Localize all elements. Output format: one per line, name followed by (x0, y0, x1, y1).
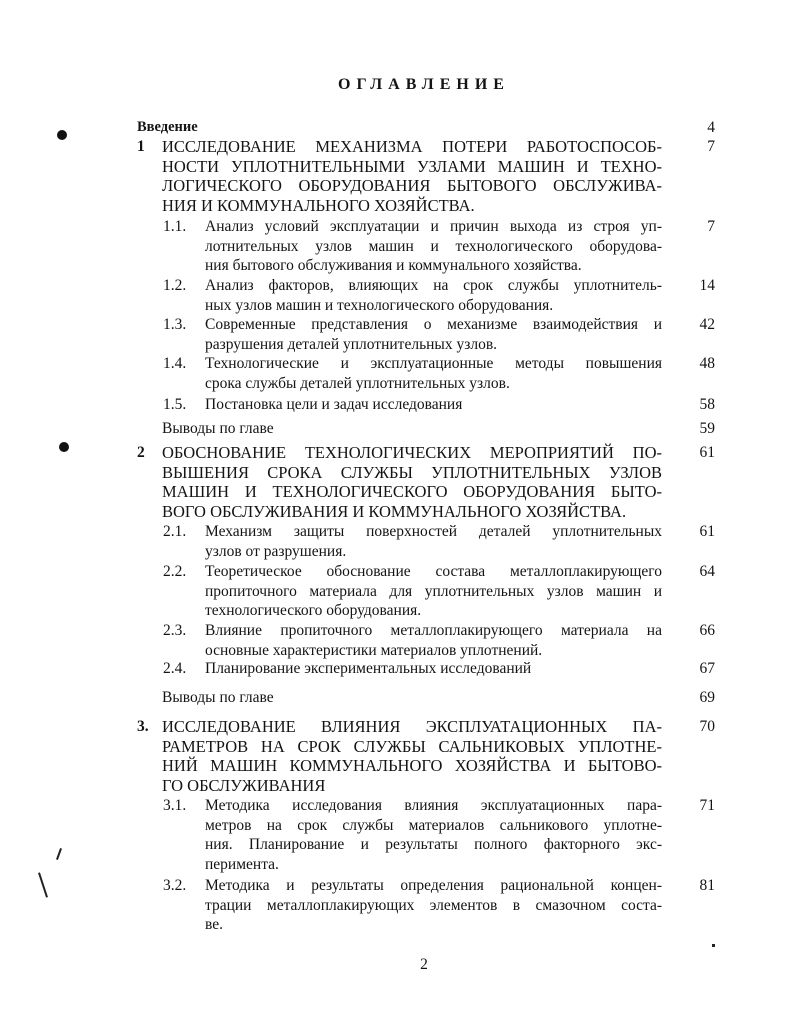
entry-number: 2 (137, 444, 145, 461)
entry-page: 58 (699, 396, 715, 413)
entry-title-line: Влияние пропиточного металлоплакирующего материала на (205, 622, 662, 639)
entry-title (205, 217, 662, 276)
entry-title-line: ВЫШЕНИЯ СРОКА СЛУЖБЫ УПЛОТНИТЕЛЬНЫХ УЗЛОВ (162, 462, 662, 482)
entry-page: 4 (707, 119, 715, 136)
entry-page: 48 (699, 355, 715, 372)
entry-title-line: Выводы по главе (162, 420, 274, 437)
entry-title (162, 419, 662, 439)
entry-title-line: Методика и результаты определения рациональной концен- (205, 877, 662, 894)
entry-page: 81 (699, 877, 715, 894)
entry-page: 69 (699, 689, 715, 706)
entry-title-line: Введение (137, 119, 198, 135)
entry-title-line: НИЙ МАШИН КОММУНАЛЬНОГО ХОЗЯЙСТВА И БЫТОВО- (162, 756, 662, 776)
entry-title-line: РАМЕТРОВ НА СРОК СЛУЖБЫ САЛЬНИКОВЫХ УПЛОТНЕ- (162, 736, 662, 756)
entry-title-line: ВОГО ОБСЛУЖИВАНИЯ И КОММУНАЛЬНОГО ХОЗЯЙСТВА. (162, 502, 627, 522)
entry-title (205, 659, 662, 679)
entry-title (205, 562, 662, 621)
entry-number: 2.1. (163, 523, 187, 540)
entry-title-line: Постановка цели и задач исследования (205, 396, 463, 413)
entry-number: 1.5. (163, 396, 187, 413)
entry-number: 2.4. (163, 660, 187, 677)
entry-page: 70 (699, 718, 715, 735)
entry-title-line: технологического оборудования. (205, 602, 422, 620)
entry-page: 67 (699, 660, 715, 677)
entry-number: 3.2. (163, 877, 187, 894)
entry-page: 66 (699, 622, 715, 639)
entry-title (162, 717, 662, 796)
entry-title-line: ГО ОБСЛУЖИВАНИЯ (162, 776, 326, 796)
entry-number: 3. (137, 718, 149, 735)
toc-title: ОГЛАВЛЕНИЕ (338, 76, 510, 93)
entry-title-line: Планирование экспериментальных исследований (205, 660, 532, 677)
entry-page: 7 (707, 138, 715, 155)
scan-mark (712, 944, 715, 947)
entry-title (205, 796, 662, 875)
entry-number: 1.3. (163, 316, 187, 333)
entry-title-line: Механизм защиты поверхностей деталей уплотнительных (205, 523, 662, 540)
entry-title-line: ных узлов машин и технологического оборудования. (205, 296, 554, 314)
entry-title (205, 621, 662, 660)
entry-title-line: ЛОГИЧЕСКОГО ОБОРУДОВАНИЯ БЫТОВОГО ОБСЛУЖИВА- (162, 176, 662, 196)
entry-title (205, 395, 662, 415)
entry-title-line: Анализ условий эксплуатации и причин выхода из строя уп- (205, 218, 662, 235)
entry-title-line: ИССЛЕДОВАНИЕ ВЛИЯНИЯ ЭКСПЛУАТАЦИОННЫХ ПА- (162, 717, 662, 736)
entry-title-line: Выводы по главе (162, 689, 274, 706)
entry-title (205, 315, 662, 354)
entry-title-line: лотнительных узлов машин и технологического оборудова- (205, 237, 662, 255)
entry-page: 61 (699, 444, 715, 461)
scan-mark (56, 848, 62, 860)
entry-number: 1.2. (163, 277, 187, 294)
entry-title-line: Современные представления о механизме взаимодействия и (205, 316, 662, 333)
entry-title-line: трации металлоплакирующих элементов в смазочном соста- (205, 896, 662, 914)
entry-page: 59 (699, 420, 715, 437)
entry-page: 14 (699, 277, 715, 294)
entry-page: 7 (707, 218, 715, 235)
entry-title-line: ния. Планирование и результаты полного факторного экс- (205, 836, 662, 854)
entry-title-line: ОБОСНОВАНИЕ ТЕХНОЛОГИЧЕСКИХ МЕРОПРИЯТИЙ ПО- (162, 443, 662, 462)
entry-number: 2.2. (163, 563, 187, 580)
scan-mark (38, 872, 48, 897)
entry-title-line: перимента. (205, 856, 279, 874)
punch-hole-mark (59, 442, 69, 452)
entry-page: 64 (699, 563, 715, 580)
entry-number: 3.1. (163, 797, 187, 814)
entry-title (162, 688, 662, 708)
entry-title (205, 276, 662, 315)
entry-page: 61 (699, 523, 715, 540)
entry-title (137, 118, 637, 138)
entry-title-line: Технологические и эксплуатационные методы повышения (205, 355, 662, 372)
entry-number: 1.1. (163, 218, 187, 235)
entry-page: 71 (699, 797, 715, 814)
entry-title-line: основные характеристики материалов уплотнений. (205, 641, 543, 659)
entry-title-line: Методика исследования влияния эксплуатационных пара- (205, 797, 662, 814)
entry-title-line: срока службы деталей уплотнительных узлов. (205, 374, 510, 392)
entry-title-line: НОСТИ УПЛОТНИТЕЛЬНЫМИ УЗЛАМИ МАШИН И ТЕХНО- (162, 156, 662, 176)
punch-hole-mark (57, 130, 67, 140)
page-number: 2 (420, 956, 428, 973)
entry-title-line: разрушения деталей уплотнительных узлов. (205, 335, 498, 353)
entry-title-line: ИССЛЕДОВАНИЕ МЕХАНИЗМА ПОТЕРИ РАБОТОСПОСОБ- (162, 137, 662, 156)
entry-title (162, 137, 662, 216)
entry-title-line: ве. (205, 916, 223, 934)
entry-title-line: Анализ факторов, влияющих на срок службы уплотнитель- (205, 277, 662, 294)
entry-title (205, 522, 662, 561)
entry-number: 1 (137, 138, 145, 155)
entry-title-line: узлов от разрушения. (205, 542, 347, 560)
entry-page: 42 (699, 316, 715, 333)
entry-title-line: МАШИН И ТЕХНОЛОГИЧЕСКОГО ОБОРУДОВАНИЯ БЫТО- (162, 482, 662, 502)
entry-title (205, 876, 662, 935)
entry-title (205, 354, 662, 393)
entry-title (162, 443, 662, 522)
entry-title-line: пропиточного материала для уплотнительных узлов машин и (205, 582, 662, 600)
entry-title-line: метров на срок службы материалов сальникового уплотне- (205, 816, 662, 834)
entry-title-line: ния бытового обслуживания и коммунального хозяйства. (205, 257, 582, 275)
entry-number: 2.3. (163, 622, 187, 639)
entry-number: 1.4. (163, 355, 187, 372)
entry-title-line: НИЯ И КОММУНАЛЬНОГО ХОЗЯЙСТВА. (162, 196, 475, 216)
entry-title-line: Теоретическое обоснование состава металлоплакирующего (205, 563, 662, 580)
